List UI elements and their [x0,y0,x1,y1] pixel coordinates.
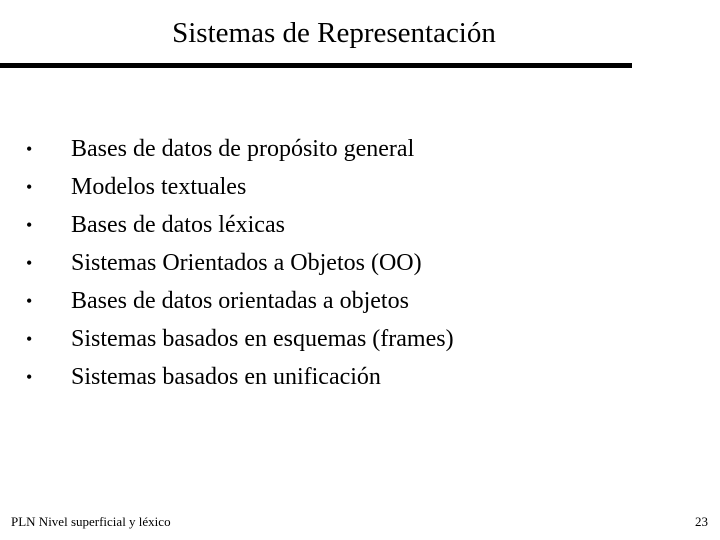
bullet-icon: • [26,139,33,159]
bullet-icon: • [26,253,33,273]
footer-course-label: PLN Nivel superficial y léxico [11,514,171,529]
bullet-text: Sistemas Orientados a Objetos (OO) [71,250,422,276]
page-number: 23 [695,514,708,529]
bullet-text: Sistemas basados en unificación [71,364,381,390]
bullet-text: Modelos textuales [71,174,247,200]
bullet-icon: • [26,215,33,235]
bullet-text: Bases de datos léxicas [71,212,285,238]
slide-title: Sistemas de Representación [172,17,496,49]
bullet-icon: • [26,291,33,311]
bullet-icon: • [26,329,33,349]
bullet-text: Bases de datos orientadas a objetos [71,288,409,314]
bullet-text: Sistemas basados en esquemas (frames) [71,326,454,352]
bullet-text: Bases de datos de propósito general [71,136,415,162]
title-underline [0,63,632,68]
bullet-icon: • [26,177,33,197]
bullet-icon: • [26,367,33,387]
